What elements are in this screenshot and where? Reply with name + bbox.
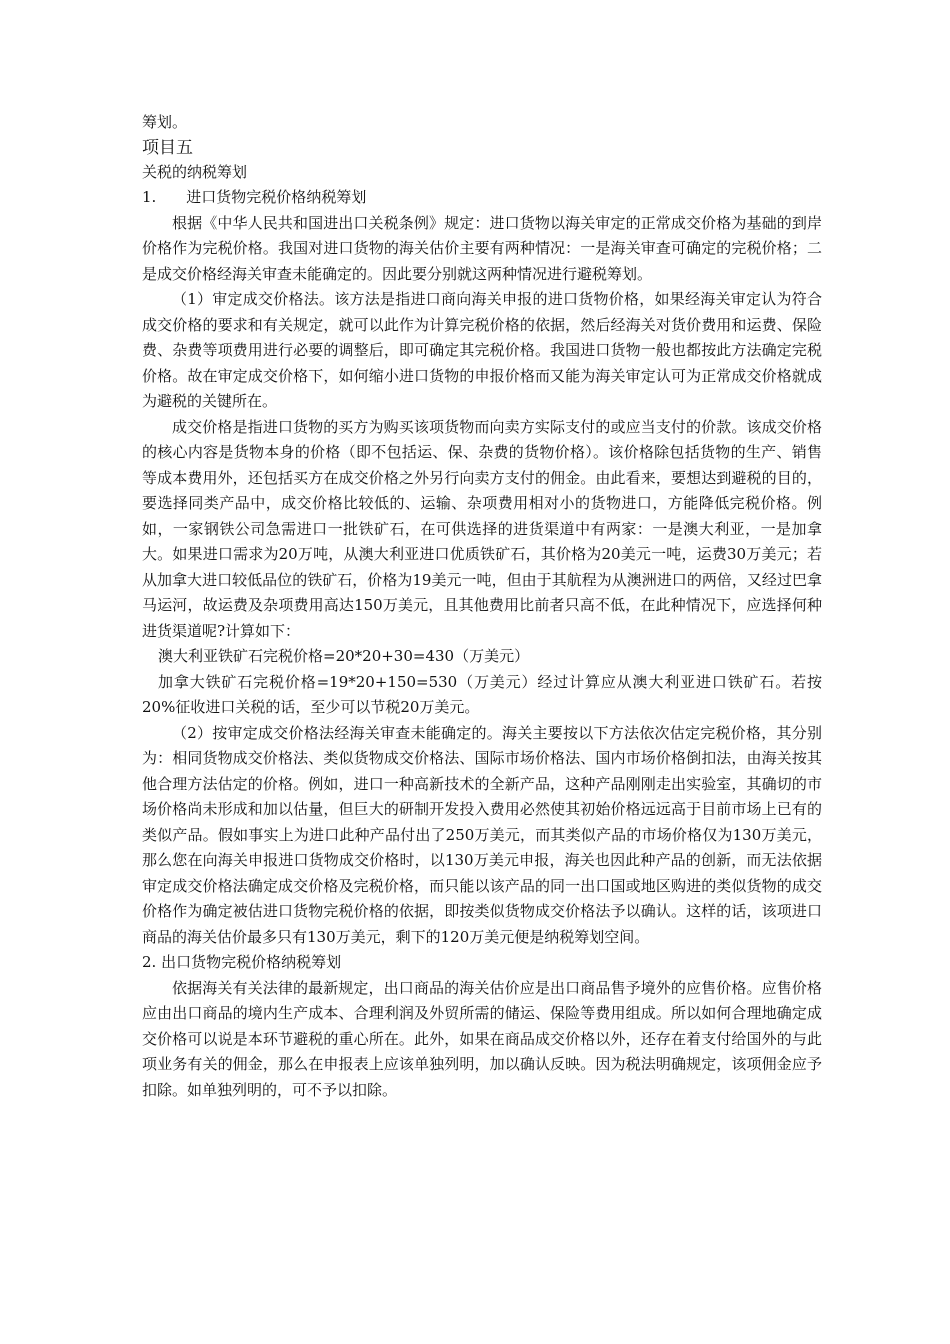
section-title: 关税的纳税筹划 xyxy=(142,162,248,181)
paragraph-export-price: 依据海关有关法律的最新规定，出口商品的海关估价应是出口商品售予境外的应售价格。应售价格应由出口商品的境内生产成本、合理利润及外贸所需的储运、保险等费用组成。所以如何合理地确定成交价格可以说是本环节避税的重心所在。此外，如果在商品成交价格以外，还存在着支付给国外的与此项业务有关的佣金，那么在申报表上应该单独列明，加以确认反映。因为税法明确规定，该项佣金应予扣除。如单独列明的，可不予以扣除。 xyxy=(142,978,822,1099)
document-page xyxy=(142,110,822,1103)
opening-fragment: 筹划。 xyxy=(142,113,188,131)
heading-import: 1. 进口货物完税价格纳税筹划 xyxy=(142,188,367,206)
heading-export: 2. 出口货物完税价格纳税筹划 xyxy=(142,953,342,971)
paragraph-import-regulation: 根据《中华人民共和国进出口关税条例》规定：进口货物以海关审定的正常成交价格为基础的到岸价格作为完税价格。我国对进口货物的海关估价主要有两种情况：一是海关审查可确定的完税价格；二是成交价格经海关审查未能确定的。因此要分别就这两种情况进行避税筹划。 xyxy=(142,213,822,283)
paragraph-transaction-price: 成交价格是指进口货物的买方为购买该项货物而向卖方实际支付的或应当支付的价款。该成交价格的核心内容是货物本身的价格（即不包括运、保、杂费的货物价格）。该价格除包括货物的生产、销售等成本费用外，还包括买方在成交价格之外另行向卖方支付的佣金。由此看来，要想达到避税的目的，要选择同类产品中，成交价格比较低的、运输、杂项费用相对小的货物进口，方能降低完税价格。例如，一家钢铁公司急需进口一批铁矿石，在可供选择的进货渠道中有两家：一是澳大利亚，一是加拿大。如果进口需求为20万吨，从澳大利亚进口优质铁矿石，其价格为20美元一吨，运费30万美元；若从加拿大进口较低品位的铁矿石，价格为19美元一吨，但由于其航程为从澳洲进口的两倍，又经过巴拿马运河，故运费及杂项费用高达150万美元，且其他费用比前者只高不低，在此种情况下，应选择何种进货渠道呢?计算如下： xyxy=(142,417,822,640)
calc-canada: 加拿大铁矿石完税价格=19*20+150=530（万美元）经过计算应从澳大利亚进口铁矿石。若按20%征收进口关税的话，至少可以节税20万美元。 xyxy=(142,672,822,716)
project-title: 项目五 xyxy=(142,137,193,158)
paragraph-approved-price-method: （1）审定成交价格法。该方法是指进口商向海关申报的进口货物价格，如果经海关审定认为符合成交价格的要求和有关规定，就可以此作为计算完税价格的依据，然后经海关对货价费用和运费、保险费、杂费等项费用进行必要的调整后，即可确定其完税价格。我国进口货物一般也都按此方法确定完税价格。故在审定成交价格下，如何缩小进口货物的申报价格而又能为海关审定认可为正常成交价格就成为避税的关键所在。 xyxy=(142,290,822,410)
paragraph-undetermined-price: （2）按审定成交价格法经海关审查未能确定的。海关主要按以下方法依次估定完税价格，其分别为：相同货物成交价格法、类似货物成交价格法、国际市场价格法、国内市场价格倒扣法，由海关按其他合理方法估定的价格。例如，进口一种高新技术的全新产品，这种产品刚刚走出实验室，其确切的市场价格尚未形成和加以估量，但巨大的研制开发投入费用必然使其初始价格远远高于目前市场上已有的类似产品。假如事实上为进口此种产品付出了250万美元，而其类似产品的市场价格仅为130万美元，那么您在向海关申报进口货物成交价格时，以130万美元申报，海关也因此种产品的创新，而无法依据审定成交价格法确定成交价格及完税价格，而只能以该产品的同一出口国或地区购进的类似货物的成交价格作为确定被估进口货物完税价格的依据，即按类似货物成交价格法予以确认。这样的话，该项进口商品的海关估价最多只有130万美元，剩下的120万美元便是纳税筹划空间。 xyxy=(142,723,822,946)
calc-australia: 澳大利亚铁矿石完税价格=20*20+30=430（万美元） xyxy=(158,647,530,665)
